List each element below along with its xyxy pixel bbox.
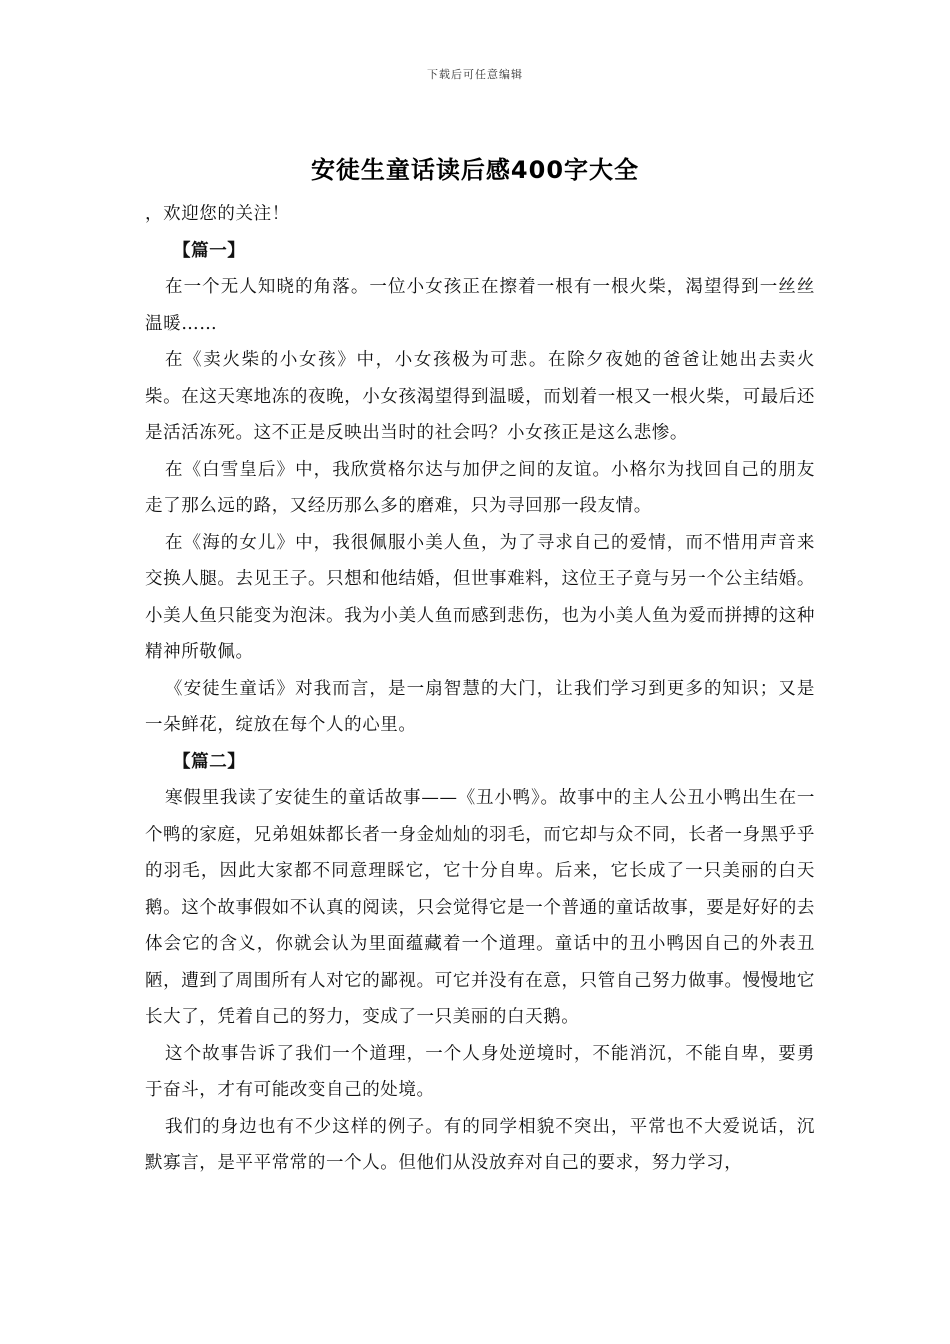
paragraph: 寒假里我读了安徒生的童话故事——《丑小鸭》。故事中的主人公丑小鸭出生在一个鸭的家庭，兄弟姐妹都长者一身金灿灿的羽毛，而它却与众不同，长者一身黑乎乎的羽毛，因此大家都不同意理睬它，它十分自卑。后来，它长成了一只美丽的白天鹅。这个故事假如不认真的阅读，只会觉得它是一个普通的童话故事，要是好好的去体会它的含义，你就会认为里面蕴藏着一个道理。童话中的丑小鸭因自己的外表丑陋，遭到了周围所有人对它的鄙视。可它并没有在意，只管自己努力做事。慢慢地它长大了，凭着自己的努力，变成了一只美丽的白天鹅。 — [145, 788, 815, 1027]
paragraph: 在一个无人知晓的角落。一位小女孩正在擦着一根有一根火柴，渴望得到一丝丝温暖…… — [145, 277, 815, 334]
paragraph: 这个故事告诉了我们一个道理，一个人身处逆境时，不能消沉，不能自卑，要勇于奋斗，才有可能改变自己的处境。 — [145, 1043, 815, 1100]
paragraph: 我们的身边也有不少这样的例子。有的同学相貌不突出，平常也不大爱说话，沉默寡言，是平平常常的一个人。但他们从没放弃对自己的要求，努力学习， — [145, 1116, 815, 1173]
section-label-2: 【篇二】 — [173, 751, 246, 772]
document-body — [145, 196, 815, 1182]
page-header-note: 下载后可任意编辑 — [427, 68, 523, 81]
paragraph: 在《海的女儿》中，我很佩服小美人鱼，为了寻求自己的爱情，而不惜用声音来交换人腿。去见王子。只想和他结婚，但世事难料，这位王子竟与另一个公主结婚。小美人鱼只能变为泡沫。我为小美人鱼而感到悲伤，也为小美人鱼为爱而拼搏的这种精神所敬佩。 — [145, 532, 815, 662]
paragraph: 在《白雪皇后》中，我欣赏格尔达与加伊之间的友谊。小格尔为找回自己的朋友走了那么远的路，又经历那么多的磨难，只为寻回那一段友情。 — [145, 459, 815, 516]
paragraph: 在《卖火柴的小女孩》中，小女孩极为可悲。在除夕夜她的爸爸让她出去卖火柴。在这天寒地冻的夜晚，小女孩渴望得到温暖，而划着一根又一根火柴，可最后还是活活冻死。这不正是反映出当时的社会吗？小女孩正是这么悲惨。 — [145, 350, 815, 443]
document-title: 安徒生童话读后感400字大全 — [310, 156, 640, 184]
section-label-1: 【篇一】 — [173, 240, 246, 261]
paragraph: 《安徒生童话》对我而言，是一扇智慧的大门，让我们学习到更多的知识；又是一朵鲜花，绽放在每个人的心里。 — [145, 678, 815, 735]
intro-line: ，欢迎您的关注！ — [145, 204, 290, 224]
